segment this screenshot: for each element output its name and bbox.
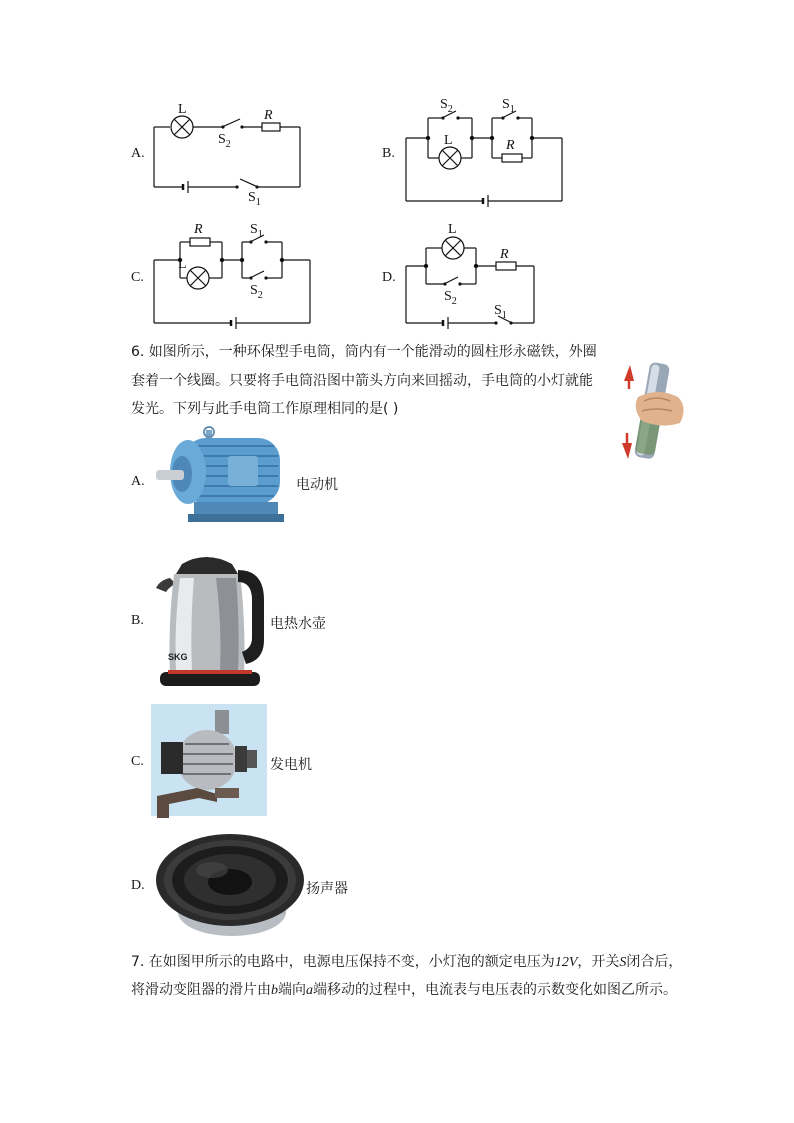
q6-option-c-text: 发电机: [270, 757, 312, 773]
circuit-d-s2-label: $S_2$: [444, 289, 457, 307]
kettle-brand-logo: SKG: [168, 652, 188, 662]
q6-option-b-text: 电热水壶: [270, 616, 326, 632]
circuit-c-s2-label: $S_2$: [250, 283, 263, 301]
question-7-line-1: 7. 在如图甲所示的电路中，电源电压保持不变，小灯泡的额定电压为12V，开关S闭合后，: [131, 954, 683, 970]
question-7-line-2: 将滑动变阻器的滑片由b端向a端移动的过程中，电流表与电压表的示数变化如图乙所示。: [131, 982, 677, 998]
circuit-c-s1-label: $S_1$: [250, 222, 263, 240]
option-b-label: B.: [382, 146, 395, 161]
circuit-d-s1-label: $S_1$: [494, 303, 507, 321]
circuit-c-diagram: [146, 218, 316, 330]
question-6-line-2: 套着一个线圈。只要将手电筒沿图中箭头方向来回摇动，手电筒的小灯就能: [131, 373, 593, 389]
q6-option-d-text: 扬声器: [306, 881, 348, 897]
q6-option-b-letter: B.: [131, 613, 144, 628]
option-c-label: C.: [131, 270, 144, 285]
circuit-a-s2-label: $S_2$: [218, 132, 231, 150]
circuit-d-resistor-label: R: [500, 247, 509, 262]
option-d-label: D.: [382, 270, 396, 285]
circuit-a-s1-label: $S_1$: [248, 190, 261, 208]
circuit-a-diagram: [140, 95, 320, 208]
circuit-b-diagram: [400, 94, 570, 209]
circuit-c-lamp-label: L: [178, 257, 187, 272]
electric-kettle-image: [154, 548, 266, 690]
circuit-b-s2-label: $S_2$: [440, 97, 453, 115]
option-a-label: A.: [131, 146, 145, 161]
q6-option-d-letter: D.: [131, 878, 145, 893]
circuit-b-lamp-label: L: [444, 133, 453, 148]
q6-option-c-letter: C.: [131, 754, 144, 769]
circuit-b-resistor-label: R: [506, 138, 515, 153]
circuit-c-resistor-label: R: [194, 222, 203, 237]
generator-image: [151, 704, 267, 816]
q6-option-a-text: 电动机: [296, 477, 338, 493]
circuit-a-resistor-label: R: [264, 108, 273, 123]
circuit-a-lamp-label: L: [178, 102, 187, 117]
q6-option-a-letter: A.: [131, 474, 145, 489]
question-6-line-3: 发光。下列与此手电筒工作原理相同的是( ): [131, 401, 399, 417]
question-6-line-1: 6. 如图所示，一种环保型手电筒，筒内有一个能滑动的圆柱形永磁铁，外圈: [131, 344, 597, 360]
circuit-b-s1-label: $S_1$: [502, 97, 515, 115]
electric-motor-image: [154, 426, 294, 530]
circuit-d-diagram: [400, 218, 550, 330]
flashlight-image: [618, 355, 690, 467]
loudspeaker-image: [152, 830, 308, 942]
circuit-d-lamp-label: L: [448, 222, 457, 237]
